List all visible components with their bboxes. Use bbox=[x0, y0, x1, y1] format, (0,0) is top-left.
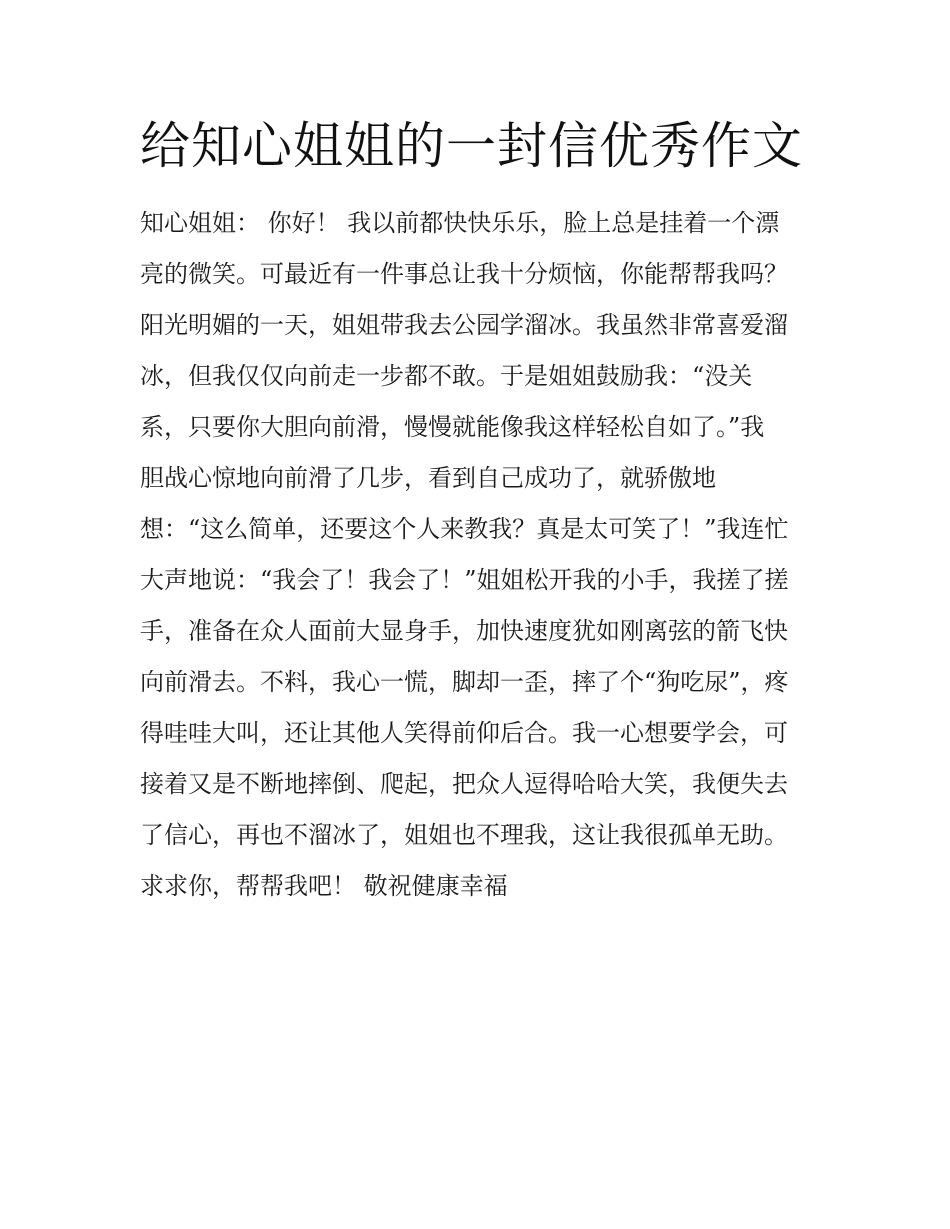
paragraph-line: 向前滑去。不料，我心一慌，脚却一歪，摔了个“狗吃尿”，疼 bbox=[140, 668, 789, 696]
paragraph-line: 想：“这么简单，还要这个人来教我？真是太可笑了！”我连忙 bbox=[140, 515, 789, 543]
paragraph-line: 大声地说：“我会了！我会了！”姐姐松开我的小手，我搓了搓 bbox=[140, 566, 789, 594]
paragraph-line: 手，准备在众人面前大显身手，加快速度犹如刚离弦的箭飞快 bbox=[140, 617, 788, 645]
paragraph-line: 亮的微笑。可最近有一件事总让我十分烦恼，你能帮帮我吗？ bbox=[140, 260, 788, 288]
paragraph-line: 得哇哇大叫，还让其他人笑得前仰后合。我一心想要学会，可 bbox=[140, 719, 788, 747]
paragraph-line: 冰，但我仅仅向前走一步都不敢。于是姐姐鼓励我：“没关 bbox=[140, 362, 753, 390]
paragraph-line: 阳光明媚的一天，姐姐带我去公园学溜冰。我虽然非常喜爱溜 bbox=[140, 311, 788, 339]
paragraph-line: 接着又是不断地摔倒、爬起，把众人逗得哈哈大笑，我便失去 bbox=[140, 770, 788, 798]
paragraph-line: 胆战心惊地向前滑了几步，看到自己成功了，就骄傲地 bbox=[140, 464, 716, 492]
letter-body bbox=[140, 200, 830, 914]
paragraph-line: 系，只要你大胆向前滑，慢慢就能像我这样轻松自如了。”我 bbox=[140, 413, 765, 441]
paragraph-line: 知心姐姐： 你好！ 我以前都快快乐乐，脸上总是挂着一个漂 bbox=[140, 209, 780, 237]
paragraph-line: 了信心，再也不溜冰了，姐姐也不理我，这让我很孤单无助。 bbox=[140, 821, 788, 849]
document-title: 给知心姐姐的一封信优秀作文 bbox=[140, 117, 803, 175]
paragraph-line: 求求你，帮帮我吧！ 敬祝健康幸福 bbox=[140, 872, 508, 900]
